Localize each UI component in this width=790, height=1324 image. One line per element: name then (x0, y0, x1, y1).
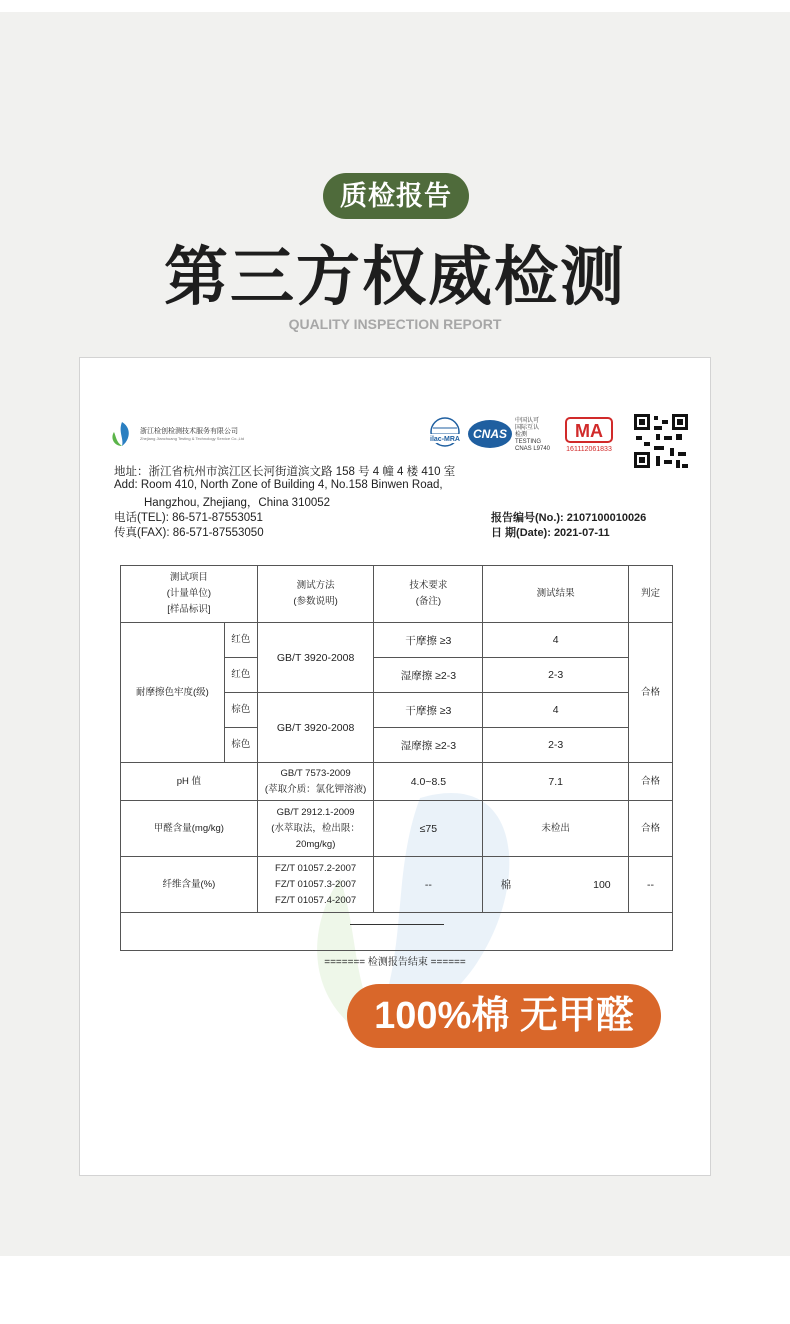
result-cell: 4 (483, 693, 629, 728)
header-judge: 判定 (629, 566, 673, 623)
header-test-method: 测试方法 (参数说明) (257, 566, 374, 623)
qr-code-icon (632, 412, 690, 470)
result-cell: 2-3 (483, 728, 629, 763)
inspection-report (79, 357, 711, 1176)
header-requirement: 技术要求 (备注) (374, 566, 483, 623)
formaldehyde-method: GB/T 2912.1-2009 (水萃取法，检出限： 20mg/kg) (257, 801, 374, 857)
company-name-en: Zhejiang Jianchuang Testing & Technology Service Co.,Ltd (140, 436, 245, 441)
company-name: 浙江检创检测技术服务有限公司 (140, 428, 238, 435)
address-en-line2: Hangzhou, Zhejiang，China 310052 (144, 497, 331, 509)
color-cell: 红色 (224, 623, 257, 658)
table-row (121, 623, 673, 658)
result-cell: 2-3 (483, 658, 629, 693)
fiber-method: FZ/T 01057.2-2007 FZ/T 01057.3-2007 FZ/T 01057.4-2007 (257, 857, 374, 913)
formaldehyde-label: 甲醛含量(mg/kg) (121, 801, 258, 857)
fax: 传真(FAX): 86-571-87553050 (114, 527, 264, 539)
formaldehyde-result: 未检出 (483, 801, 629, 857)
method-cell: GB/T 3920-2008 (257, 693, 374, 763)
report-number: 报告编号(No.): 2107100010026 (491, 512, 647, 524)
fiber-result-name: 棉 (500, 879, 512, 891)
cnas-text: 中国认可 国际互认 检测 TESTING CNAS L9740 (515, 418, 551, 452)
color-cell: 棕色 (224, 728, 257, 763)
fiber-result-value: 100 (593, 879, 611, 891)
ph-judge: 合格 (629, 763, 673, 801)
company-logo-icon (110, 420, 134, 448)
rubbing-label: 耐摩擦色牢度(级) (121, 623, 225, 763)
requirement-cell: 湿摩擦 ≥2-3 (374, 658, 483, 693)
report-end-text: ======= 检测报告结束 ====== (324, 957, 466, 968)
svg-text:CNAS: CNAS (472, 427, 508, 441)
page-title: 第三方权威检测 (164, 241, 626, 313)
table-row (121, 857, 673, 913)
address-en-line1: Add: Room 410, North Zone of Building 4, No.158 Binwen Road, (114, 479, 443, 491)
end-divider (350, 924, 444, 925)
formaldehyde-judge: 合格 (629, 801, 673, 857)
quality-report-badge: 质检报告 (323, 173, 469, 219)
empty-cell (121, 913, 673, 951)
result-cell: 4 (483, 623, 629, 658)
cnas-logo-icon (467, 418, 513, 450)
cotton-badge: 100%棉 无甲醛 (347, 984, 661, 1048)
svg-text:MA: MA (575, 421, 603, 441)
header-result: 测试结果 (483, 566, 629, 623)
table-header-row (121, 566, 673, 623)
ph-method: GB/T 7573-2009 (萃取介质：氯化钾溶液) (257, 763, 374, 801)
header-test-item: 测试项目 (计量单位) [样品标识] (121, 566, 258, 623)
formaldehyde-requirement: ≤75 (374, 801, 483, 857)
requirement-cell: 湿摩擦 ≥2-3 (374, 728, 483, 763)
page-subtitle: QUALITY INSPECTION REPORT (288, 316, 502, 332)
judge-cell: 合格 (629, 623, 673, 763)
telephone: 电话(TEL): 86-571-87553051 (114, 512, 263, 524)
table-empty-row (121, 913, 673, 951)
fiber-label: 纤维含量(%) (121, 857, 258, 913)
color-cell: 棕色 (224, 693, 257, 728)
test-results-table (120, 565, 673, 951)
fiber-result (483, 857, 629, 913)
requirement-cell: 干摩擦 ≥3 (374, 693, 483, 728)
address-cn: 地址：浙江省杭州市滨江区长河街道滨文路 158 号 4 幢 4 楼 410 室 (114, 466, 456, 478)
requirement-cell: 干摩擦 ≥3 (374, 623, 483, 658)
table-row (121, 763, 673, 801)
ph-requirement: 4.0~8.5 (374, 763, 483, 801)
fiber-requirement: -- (374, 857, 483, 913)
fiber-judge: -- (629, 857, 673, 913)
ilac-mra-logo-icon (425, 416, 465, 452)
method-cell: GB/T 3920-2008 (257, 623, 374, 693)
ph-result: 7.1 (483, 763, 629, 801)
page-background (0, 12, 790, 1256)
table-row (121, 801, 673, 857)
report-date: 日 期(Date): 2021-07-11 (491, 527, 610, 539)
svg-text:161112061833: 161112061833 (566, 446, 612, 453)
ma-logo-icon (560, 416, 618, 454)
ph-label: pH 值 (121, 763, 258, 801)
svg-text:ilac-MRA: ilac-MRA (430, 436, 460, 443)
color-cell: 红色 (224, 658, 257, 693)
